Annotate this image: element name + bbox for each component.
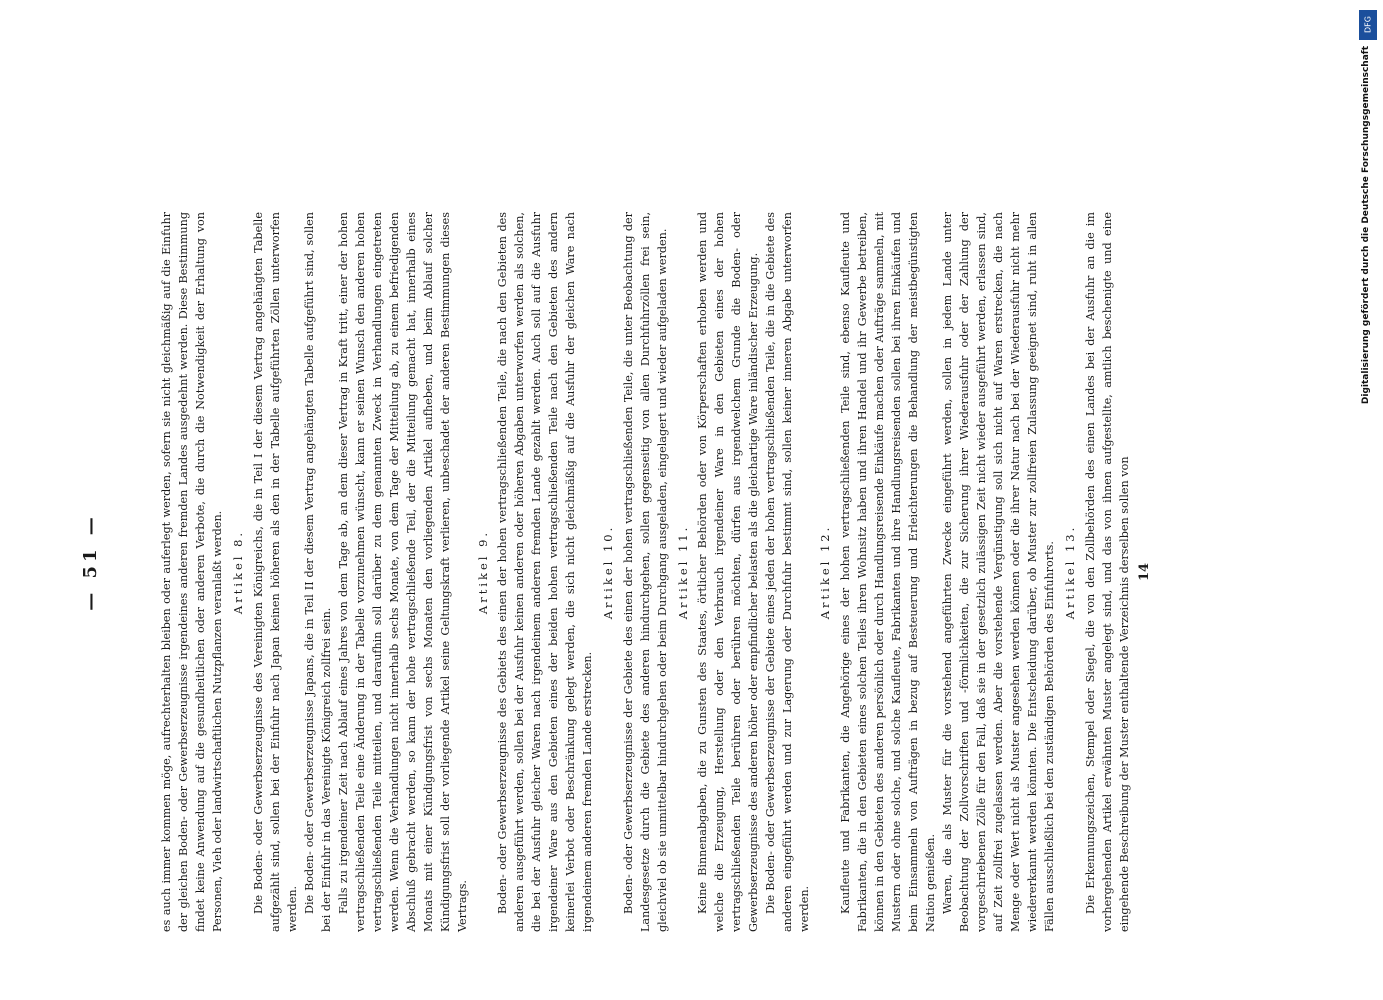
- article-12-heading: Artikel 12.: [818, 524, 833, 620]
- article-8-paragraph-1: Die Boden- oder Gewerbserzeugnisse des Vereinigten Königreichs, die in Teil I der diesem Vertrag angehängten Tabelle aufgezählt sind, sollen bei der Einfuhr nach Japan keinen höheren als den in der Tabelle aufgeführten Zöllen unterworfen werden.: [251, 212, 299, 932]
- article-12-paragraph-2: Waren, die als Muster für die vorstehend angeführten Zwecke eingeführt werden, sollen in jedem Lande unter Beobachtung der Zollvorschriften und -förmlichkeiten, die zur Sicherung ihrer Wiederausfuhr oder der Zahlung der vorgeschriebenen Zölle für den Fall, daß sie in der gesetzlich zulässigen Zeit nicht wieder ausgeführt werden, erlassen sind, auf Zeit zollfrei zugelassen werden. Aber die vorstehende Vergünstigung soll sich nicht auf Waren erstrecken, die nach Menge oder Wert nicht als Muster angesehen werden können oder die ihrer Natur nach bei der Wiederausfuhr nicht mehr wiedererkannt werden könnten. Die Entscheidung darüber, ob Muster zur zollfreien Zulassung geeignet sind, ruht in allen Fällen ausschließlich bei den zuständigen Behörden des Einfuhrorts.: [940, 212, 1057, 932]
- article-13-paragraph-1: Die Erkennungszeichen, Stempel oder Siegel, die von den Zollbehörden des einen Landes bei der Ausfuhr an die im vorhergehenden Artikel erwähnten Muster angelegt sind, und das von ihnen aufgestellte, amtlich beschenigte und eine eingehende Beschreibung der Muster enthaltende Verzeichnis derselben sollen von: [1083, 212, 1131, 932]
- article-10-heading: Artikel 10.: [601, 524, 616, 620]
- text-column: [152, 202, 1160, 942]
- page-number: — 51 —: [80, 513, 101, 611]
- side-attribution: [1359, 10, 1377, 990]
- intro-paragraph: es auch immer kommen möge, aufrechterhalten bleiben oder auferlegt werden, sofern sie nicht gleichmäßig auf die Einfuhr der gleichen Boden- oder Gewerbserzeugnisse irgendeines anderen fremden Landes ausgedehnt werden. Diese Bestimmung findet keine Anwendung auf die gesundheitlichen oder anderen Verbote, die durch die Notwendigkeit der Erhaltung von Personen, Vieh oder landwirtschaftlichen Nutzpflanzen veranlaßt werden.: [160, 212, 225, 932]
- article-13-heading: Artikel 13.: [1063, 524, 1078, 620]
- sheet-number: 14: [1136, 562, 1152, 582]
- article-10-paragraph-1: Boden- oder Gewerbserzeugnisse der Gebiete des einen der hohen vertragschließenden Teile, die unter Beobachtung der Landesgesetze durch die Gebiete des anderen hindurchgehen, sollen gegenseitig von allen Durchfuhrzöllen frei sein, gleichviel ob sie unmittelbar hindurchgehen oder beim Durchgang ausgeladen, eingelagert und wieder aufgeladen werden.: [621, 212, 669, 932]
- article-12-paragraph-1: Kaufleute und Fabrikanten, die Angehörige eines der hohen vertragschließenden Teile sind, ebenso Kaufleute und Fabrikanten, die in den Gebieten eines solchen Teiles ihren Wohnsitz haben und ihren Handel und ihr Gewerbe betreiben, können in den Gebieten des anderen persönlich oder durch Handlungsreisende Einkäufe machen oder Aufträge sammeln, mit Mustern oder ohne solche, und solche Kaufleute, Fabrikanten und ihre Handlungsreisenden sollen bei ihren Einkäufen und beim Einsammeln von Aufträgen in bezug auf Besteuerung und Erleichterungen die Behandlung der meistbegünstigten Nation genießen.: [838, 212, 937, 932]
- article-8-paragraph-3: Falls zu irgendeiner Zeit nach Ablauf eines Jahres von dem Tage ab, an dem dieser Vertrag in Kraft tritt, einer der hohen vertragschließenden Teile eine Änderung in der Tabelle vorzunehmen wünscht, kann er seinen Wunsch den anderen hohen vertragschließenden Teile mitteilen, und daraufhin soll darüber zu dem genannten Zweck in Verhandlungen eingetreten werden. Wenn die Verhandlungen nicht innerhalb sechs Monate, von dem Tage der Mitteilung ab, zu einem befriedigenden Abschluß gebracht werden, so kann der hohe vertragschließende Teil, der die Mitteilung gemacht hat, innerhalb eines Monats mit einer Kündigungsfrist von sechs Monaten den vorliegenden Artikel aufheben, und beim Ablauf solcher Kündigungsfrist soll der vorliegende Artikel seine Geltungskraft verlieren, unbeschadet der anderen Bestimmungen dieses Vertrags.: [336, 212, 469, 932]
- dfg-badge: DFG: [1359, 10, 1377, 40]
- article-9-heading: Artikel 9.: [475, 529, 490, 615]
- article-11-heading: Artikel 11.: [675, 524, 690, 620]
- rotated-text-block: [80, 182, 1232, 942]
- article-8-paragraph-2: Die Boden- oder Gewerbserzeugnisse Japans, die in Teil II der diesem Vertrag angehängten Tabelle aufgeführt sind, sollen bei der Einfuhr in das Vereinigte Königreich zollfrei sein.: [302, 212, 333, 932]
- article-8-heading: Artikel 8.: [231, 529, 246, 615]
- article-11-paragraph-2: Die Boden- oder Gewerbserzeugnisse der Gebiete eines jeden der hohen vertragschließenden Teile, die in die Gebiete des anderen eingeführt werden und zur Lagerung oder Durchfuhr bestimmt sind, sollen keiner inneren Abgabe unterworfen werden.: [764, 212, 812, 932]
- digitization-note: Digitalisierung gefördert durch die Deutsche Forschungsgemeinschaft: [1361, 46, 1371, 405]
- article-9-paragraph-1: Boden- oder Gewerbserzeugnisse des Gebiets des einen der hohen vertragschließenden Teile, die nach den Gebieten des anderen ausgeführt werden, sollen bei der Ausfuhr keinen anderen oder höheren Abgaben unterworfen werden als solchen, die bei der Ausfuhr gleicher Waren nach irgendeinem anderen fremden Lande gezahlt werden. Auch soll auf die Ausfuhr irgendeiner Ware aus den Gebieten eines der beiden hohen vertragschließenden Teile nach den Gebieten des andern keinerlei Verbot oder Beschränkung gelegt werden, die sich nicht gleichmäßig auf die Ausfuhr der gleichen Ware nach irgendeinem anderen fremden Lande erstrecken.: [496, 212, 595, 932]
- article-11-paragraph-1: Keine Binnenabgaben, die zu Gunsten des Staates, örtlicher Behörden oder von Körperschaften erhoben werden und welche die Erzeugung, Herstellung oder den Verbrauch irgendeiner Ware in den Gebieten eines der hohen vertragschließenden Teile berühren oder berühren möchten, dürfen aus irgendwelchem Grunde die Boden- oder Gewerbserzeugnisse des anderen höher oder empfindlicher belasten als die gleichartige Ware inländischer Erzeugung.: [696, 212, 761, 932]
